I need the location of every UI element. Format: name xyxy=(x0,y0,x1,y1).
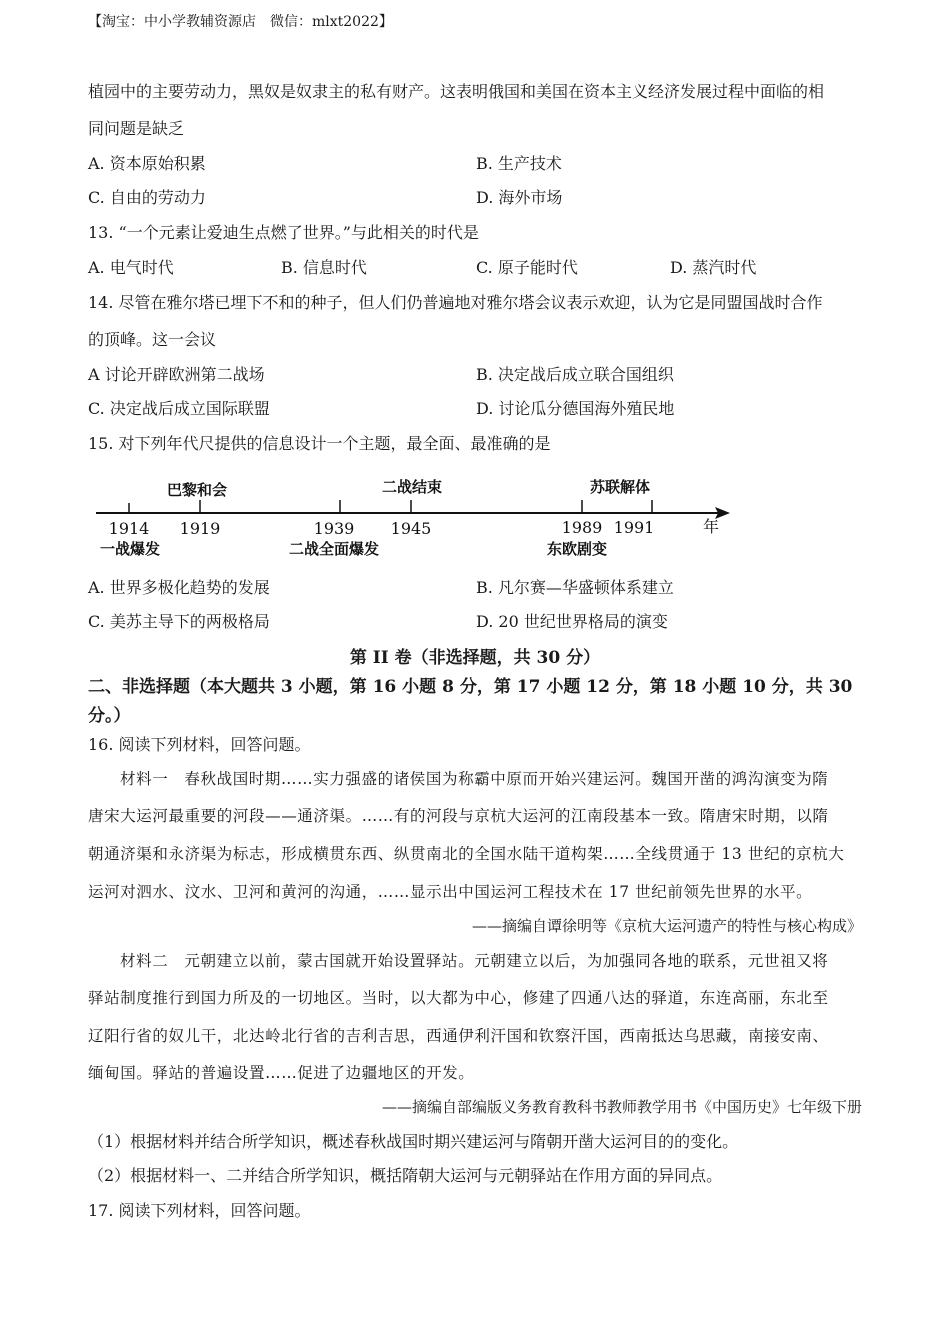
section-title-line1: 二、非选择题（本大题共 3 小题，第 16 小题 8 分，第 17 小题 12 分，第 18 小题 10 分，共 30 xyxy=(88,677,853,697)
q16-material1-line2: 唐宋大运河最重要的河段——通济渠。……有的河段与京杭大运河的江南段基本一致。隋唐宋时期，以隋 xyxy=(88,807,829,825)
q13-option-b: B. 信息时代 xyxy=(281,258,367,277)
q16-source2: ——摘编自部编版义务教育教科书教师教学用书《中国历史》七年级下册 xyxy=(381,1098,862,1116)
q15-option-c: C. 美苏主导下的两极格局 xyxy=(88,612,270,631)
q16-text: 16. 阅读下列材料，回答问题。 xyxy=(88,735,311,754)
q13-option-a: A. 电气时代 xyxy=(88,258,174,277)
q12-option-a: A. 资本原始积累 xyxy=(88,154,206,173)
year-1914: 1914 xyxy=(108,519,150,538)
year-1989: 1989 xyxy=(561,518,603,537)
event-ww2-outbreak: 二战全面爆发 xyxy=(288,540,380,558)
q13-option-d: D. 蒸汽时代 xyxy=(670,258,757,277)
q12-option-c: C. 自由的劳动力 xyxy=(88,188,206,207)
q12-text-line2: 同问题是缺乏 xyxy=(88,119,185,138)
event-paris-conference: 巴黎和会 xyxy=(166,481,228,499)
q14-text-line1: 14. 尽管在雅尔塔已埋下不和的种子，但人们仍普遍地对雅尔塔会议表示欢迎，认为它是同盟国战时合作 xyxy=(88,293,823,312)
q16-material1-line3: 朝通济渠和永济渠为标志，形成横贯东西、纵贯南北的全国水陆干道构架……全线贯通于 13 世纪的京杭大 xyxy=(88,845,845,863)
q16-material2-line4: 缅甸国。驿站的普遍设置……促进了边疆地区的开发。 xyxy=(88,1064,475,1082)
q16-material2-line1: 材料二 元朝建立以前，蒙古国就开始设置驿站。元朝建立以后，为加强同各地的联系，元世祖又将 xyxy=(120,952,829,970)
q16-material2-line3: 辽阳行省的奴儿干，北达岭北行省的吉利吉思，西通伊利汗国和钦察汗国，西南抵达乌思藏，南接安南、 xyxy=(88,1027,829,1045)
year-1945: 1945 xyxy=(390,519,432,538)
volume-title: 第 II 卷（非选择题，共 30 分） xyxy=(349,648,601,668)
page-header: 【淘宝：中小学教辅资源店 微信：mlxt2022】 xyxy=(88,14,393,30)
year-1919: 1919 xyxy=(179,519,221,538)
timeline-figure xyxy=(0,470,950,570)
q14-text-line2: 的顶峰。这一会议 xyxy=(88,330,217,349)
q14-option-b: B. 决定战后成立联合国组织 xyxy=(476,365,674,384)
q15-option-a: A. 世界多极化趋势的发展 xyxy=(88,578,270,597)
section-title-line2: 分。） xyxy=(88,706,131,726)
timeline-unit: 年 xyxy=(702,517,720,536)
q12-option-d: D. 海外市场 xyxy=(476,188,563,207)
q16-source1: ——摘编自谭徐明等《京杭大运河遗产的特性与核心构成》 xyxy=(471,917,862,935)
q14-option-a: A 讨论开辟欧洲第二战场 xyxy=(88,365,265,384)
q14-option-c: C. 决定战后成立国际联盟 xyxy=(88,399,270,418)
q15-text: 15. 对下列年代尺提供的信息设计一个主题，最全面、最准确的是 xyxy=(88,434,551,453)
event-ww1-outbreak: 一战爆发 xyxy=(99,540,161,558)
q12-text-line1: 植园中的主要劳动力，黑奴是奴隶主的私有财产。这表明俄国和美国在资本主义经济发展过程中面临的相 xyxy=(88,82,825,101)
q17-text: 17. 阅读下列材料，回答问题。 xyxy=(88,1201,311,1220)
q12-option-b: B. 生产技术 xyxy=(476,154,562,173)
q15-option-b: B. 凡尔赛—华盛顿体系建立 xyxy=(476,578,674,597)
event-ussr-dissolution: 苏联解体 xyxy=(589,478,651,496)
year-1991: 1991 xyxy=(613,518,655,537)
q16-material1-line4: 运河对泗水、汶水、卫河和黄河的沟通，……显示出中国运河工程技术在 17 世纪前领先世界的水平。 xyxy=(88,883,813,901)
year-1939: 1939 xyxy=(313,519,355,538)
q13-option-c: C. 原子能时代 xyxy=(476,258,578,277)
event-ww2-end: 二战结束 xyxy=(381,478,443,496)
q15-option-d: D. 20 世纪世界格局的演变 xyxy=(476,612,668,631)
q13-text: 13. “一个元素让爱迪生点燃了世界。”与此相关的时代是 xyxy=(88,223,479,242)
q16-material1-line1: 材料一 春秋战国时期……实力强盛的诸侯国为称霸中原而开始兴建运河。魏国开凿的鸿沟演变为隋 xyxy=(120,770,829,788)
q16-sub2: （2）根据材料一、二并结合所学知识，概括隋朝大运河与元朝驿站在作用方面的异同点。 xyxy=(88,1166,723,1185)
q16-sub1: （1）根据材料并结合所学知识，概述春秋战国时期兴建运河与隋朝开凿大运河目的的变化。 xyxy=(88,1132,739,1151)
q16-material2-line2: 驿站制度推行到国力所及的一切地区。当时，以大都为中心，修建了四通八达的驿道，东连高丽，东北至 xyxy=(88,989,829,1007)
q14-option-d: D. 讨论瓜分德国海外殖民地 xyxy=(476,399,675,418)
event-eastern-europe-upheaval: 东欧剧变 xyxy=(546,540,608,558)
